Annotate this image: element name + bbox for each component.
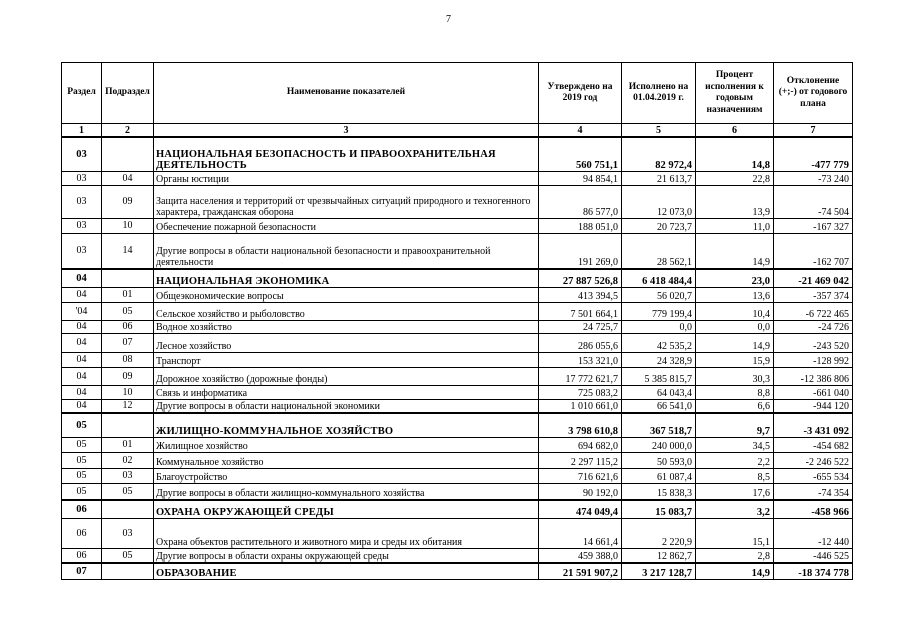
razdel-cell: 03 xyxy=(62,218,102,233)
approved-cell: 286 055,6 xyxy=(539,333,622,352)
executed-cell: 0,0 xyxy=(622,320,696,333)
razdel-cell: 04 xyxy=(62,287,102,302)
table-row xyxy=(62,302,853,320)
percent-cell: 14,9 xyxy=(696,333,774,352)
razdel-cell: 04 xyxy=(62,367,102,385)
column-number: 2 xyxy=(102,124,154,138)
column-number: 4 xyxy=(539,124,622,138)
table-row xyxy=(62,483,853,500)
table-row xyxy=(62,548,853,563)
header-razdel: Раздел xyxy=(62,63,102,124)
indicator-name-cell: Благоустройство xyxy=(154,468,539,483)
deviation-cell: -458 966 xyxy=(774,500,853,518)
deviation-cell: -6 722 465 xyxy=(774,302,853,320)
section-row xyxy=(62,413,853,437)
percent-cell: 30,3 xyxy=(696,367,774,385)
indicator-name-cell: НАЦИОНАЛЬНАЯ ЭКОНОМИКА xyxy=(154,269,539,287)
executed-cell: 20 723,7 xyxy=(622,218,696,233)
indicator-name-cell: Дорожное хозяйство (дорожные фонды) xyxy=(154,367,539,385)
podrazdel-cell: 05 xyxy=(102,548,154,563)
percent-cell: 13,6 xyxy=(696,287,774,302)
percent-cell: 17,6 xyxy=(696,483,774,500)
executed-cell: 42 535,2 xyxy=(622,333,696,352)
podrazdel-cell: 10 xyxy=(102,385,154,399)
header-approved: Утверждено на 2019 год xyxy=(539,63,622,124)
razdel-cell: 06 xyxy=(62,548,102,563)
podrazdel-cell: 05 xyxy=(102,302,154,320)
section-row xyxy=(62,500,853,518)
table-row xyxy=(62,385,853,399)
razdel-cell: 06 xyxy=(62,518,102,548)
executed-cell: 367 518,7 xyxy=(622,413,696,437)
indicator-name-cell: ЖИЛИЩНО-КОММУНАЛЬНОЕ ХОЗЯЙСТВО xyxy=(154,413,539,437)
approved-cell: 86 577,0 xyxy=(539,185,622,218)
approved-cell: 188 051,0 xyxy=(539,218,622,233)
executed-cell: 2 220,9 xyxy=(622,518,696,548)
table-row xyxy=(62,518,853,548)
executed-cell: 12 862,7 xyxy=(622,548,696,563)
section-row xyxy=(62,137,853,171)
razdel-cell: '04 xyxy=(62,302,102,320)
deviation-cell: -12 440 xyxy=(774,518,853,548)
indicator-name-cell: Общеэкономические вопросы xyxy=(154,287,539,302)
percent-cell: 3,2 xyxy=(696,500,774,518)
executed-cell: 240 000,0 xyxy=(622,437,696,452)
executed-cell: 15 083,7 xyxy=(622,500,696,518)
podrazdel-cell xyxy=(102,413,154,437)
table-row xyxy=(62,185,853,218)
podrazdel-cell: 05 xyxy=(102,483,154,500)
table-row xyxy=(62,468,853,483)
deviation-cell: -454 682 xyxy=(774,437,853,452)
deviation-cell: -162 707 xyxy=(774,233,853,269)
percent-cell: 14,9 xyxy=(696,233,774,269)
table-row xyxy=(62,333,853,352)
indicator-name-cell: Связь и информатика xyxy=(154,385,539,399)
header-name: Наименование показателей xyxy=(154,63,539,124)
table-body xyxy=(62,137,853,579)
indicator-name-cell: Коммунальное хозяйство xyxy=(154,452,539,468)
approved-cell: 17 772 621,7 xyxy=(539,367,622,385)
razdel-cell: 05 xyxy=(62,437,102,452)
section-row xyxy=(62,563,853,579)
deviation-cell: -12 386 806 xyxy=(774,367,853,385)
percent-cell: 23,0 xyxy=(696,269,774,287)
razdel-cell: 04 xyxy=(62,352,102,367)
percent-cell: 0,0 xyxy=(696,320,774,333)
percent-cell: 11,0 xyxy=(696,218,774,233)
podrazdel-cell xyxy=(102,269,154,287)
deviation-cell: -477 779 xyxy=(774,137,853,171)
podrazdel-cell: 02 xyxy=(102,452,154,468)
razdel-cell: 07 xyxy=(62,563,102,579)
percent-cell: 2,8 xyxy=(696,548,774,563)
executed-cell: 779 199,4 xyxy=(622,302,696,320)
executed-cell: 64 043,4 xyxy=(622,385,696,399)
approved-cell: 459 388,0 xyxy=(539,548,622,563)
percent-cell: 10,4 xyxy=(696,302,774,320)
executed-cell: 82 972,4 xyxy=(622,137,696,171)
indicator-name-cell: Жилищное хозяйство xyxy=(154,437,539,452)
table-row xyxy=(62,320,853,333)
approved-cell: 21 591 907,2 xyxy=(539,563,622,579)
podrazdel-cell: 03 xyxy=(102,468,154,483)
deviation-cell: -24 726 xyxy=(774,320,853,333)
podrazdel-cell: 10 xyxy=(102,218,154,233)
razdel-cell: 06 xyxy=(62,500,102,518)
percent-cell: 6,6 xyxy=(696,399,774,413)
indicator-name-cell: НАЦИОНАЛЬНАЯ БЕЗОПАСНОСТЬ И ПРАВООХРАНИТЕЛЬНАЯ ДЕЯТЕЛЬНОСТЬ xyxy=(154,137,539,171)
executed-cell: 12 073,0 xyxy=(622,185,696,218)
table-row xyxy=(62,171,853,185)
razdel-cell: 05 xyxy=(62,468,102,483)
deviation-cell: -243 520 xyxy=(774,333,853,352)
indicator-name-cell: Обеспечение пожарной безопасности xyxy=(154,218,539,233)
indicator-name-cell: ОБРАЗОВАНИЕ xyxy=(154,563,539,579)
podrazdel-cell: 07 xyxy=(102,333,154,352)
approved-cell: 94 854,1 xyxy=(539,171,622,185)
approved-cell: 474 049,4 xyxy=(539,500,622,518)
percent-cell: 14,8 xyxy=(696,137,774,171)
razdel-cell: 05 xyxy=(62,452,102,468)
percent-cell: 8,5 xyxy=(696,468,774,483)
deviation-cell: -3 431 092 xyxy=(774,413,853,437)
deviation-cell: -128 992 xyxy=(774,352,853,367)
approved-cell: 2 297 115,2 xyxy=(539,452,622,468)
header-percent: Процент исполнения к годовым назначениям xyxy=(696,63,774,124)
deviation-cell: -74 504 xyxy=(774,185,853,218)
podrazdel-cell: 03 xyxy=(102,518,154,548)
indicator-name-cell: ОХРАНА ОКРУЖАЮЩЕЙ СРЕДЫ xyxy=(154,500,539,518)
deviation-cell: -2 246 522 xyxy=(774,452,853,468)
approved-cell: 725 083,2 xyxy=(539,385,622,399)
executed-cell: 61 087,4 xyxy=(622,468,696,483)
table-row xyxy=(62,233,853,269)
executed-cell: 15 838,3 xyxy=(622,483,696,500)
razdel-cell: 05 xyxy=(62,483,102,500)
executed-cell: 56 020,7 xyxy=(622,287,696,302)
column-number: 1 xyxy=(62,124,102,138)
deviation-cell: -74 354 xyxy=(774,483,853,500)
table-row xyxy=(62,287,853,302)
approved-cell: 14 661,4 xyxy=(539,518,622,548)
podrazdel-cell xyxy=(102,500,154,518)
column-number: 3 xyxy=(154,124,539,138)
approved-cell: 413 394,5 xyxy=(539,287,622,302)
podrazdel-cell: 14 xyxy=(102,233,154,269)
percent-cell: 34,5 xyxy=(696,437,774,452)
page-number: 7 xyxy=(446,14,451,25)
indicator-name-cell: Транспорт xyxy=(154,352,539,367)
podrazdel-cell xyxy=(102,563,154,579)
executed-cell: 5 385 815,7 xyxy=(622,367,696,385)
executed-cell: 3 217 128,7 xyxy=(622,563,696,579)
deviation-cell: -73 240 xyxy=(774,171,853,185)
approved-cell: 90 192,0 xyxy=(539,483,622,500)
table-row xyxy=(62,437,853,452)
percent-cell: 14,9 xyxy=(696,563,774,579)
percent-cell: 15,1 xyxy=(696,518,774,548)
razdel-cell: 04 xyxy=(62,320,102,333)
percent-cell: 8,8 xyxy=(696,385,774,399)
approved-cell: 153 321,0 xyxy=(539,352,622,367)
header-podrazdel: Подраздел xyxy=(102,63,154,124)
indicator-name-cell: Органы юстиции xyxy=(154,171,539,185)
table-row xyxy=(62,399,853,413)
percent-cell: 22,8 xyxy=(696,171,774,185)
deviation-cell: -446 525 xyxy=(774,548,853,563)
column-number: 6 xyxy=(696,124,774,138)
budget-table xyxy=(61,62,853,580)
podrazdel-cell: 01 xyxy=(102,287,154,302)
razdel-cell: 03 xyxy=(62,137,102,171)
executed-cell: 50 593,0 xyxy=(622,452,696,468)
table-row xyxy=(62,367,853,385)
indicator-name-cell: Другие вопросы в области охраны окружающей среды xyxy=(154,548,539,563)
deviation-cell: -357 374 xyxy=(774,287,853,302)
podrazdel-cell: 09 xyxy=(102,185,154,218)
percent-cell: 9,7 xyxy=(696,413,774,437)
approved-cell: 716 621,6 xyxy=(539,468,622,483)
header-row xyxy=(62,63,853,124)
podrazdel-cell: 08 xyxy=(102,352,154,367)
podrazdel-cell: 06 xyxy=(102,320,154,333)
deviation-cell: -21 469 042 xyxy=(774,269,853,287)
indicator-name-cell: Охрана объектов растительного и животного мира и среды их обитания xyxy=(154,518,539,548)
razdel-cell: 03 xyxy=(62,171,102,185)
header-deviation: Отклонение (+;-) от годового плана xyxy=(774,63,853,124)
podrazdel-cell: 12 xyxy=(102,399,154,413)
percent-cell: 15,9 xyxy=(696,352,774,367)
approved-cell: 24 725,7 xyxy=(539,320,622,333)
podrazdel-cell xyxy=(102,137,154,171)
column-number: 5 xyxy=(622,124,696,138)
approved-cell: 27 887 526,8 xyxy=(539,269,622,287)
podrazdel-cell: 09 xyxy=(102,367,154,385)
percent-cell: 2,2 xyxy=(696,452,774,468)
deviation-cell: -18 374 778 xyxy=(774,563,853,579)
podrazdel-cell: 01 xyxy=(102,437,154,452)
table-row xyxy=(62,352,853,367)
approved-cell: 560 751,1 xyxy=(539,137,622,171)
razdel-cell: 03 xyxy=(62,233,102,269)
razdel-cell: 04 xyxy=(62,399,102,413)
approved-cell: 694 682,0 xyxy=(539,437,622,452)
executed-cell: 28 562,1 xyxy=(622,233,696,269)
section-row xyxy=(62,269,853,287)
executed-cell: 6 418 484,4 xyxy=(622,269,696,287)
razdel-cell: 04 xyxy=(62,385,102,399)
executed-cell: 24 328,9 xyxy=(622,352,696,367)
approved-cell: 7 501 664,1 xyxy=(539,302,622,320)
column-number: 7 xyxy=(774,124,853,138)
indicator-name-cell: Водное хозяйство xyxy=(154,320,539,333)
header-executed: Исполнено на 01.04.2019 г. xyxy=(622,63,696,124)
indicator-name-cell: Другие вопросы в области жилищно-коммунального хозяйства xyxy=(154,483,539,500)
deviation-cell: -944 120 xyxy=(774,399,853,413)
indicator-name-cell: Другие вопросы в области национальной безопасности и правоохранительной деятельности xyxy=(154,233,539,269)
deviation-cell: -661 040 xyxy=(774,385,853,399)
percent-cell: 13,9 xyxy=(696,185,774,218)
deviation-cell: -167 327 xyxy=(774,218,853,233)
razdel-cell: 05 xyxy=(62,413,102,437)
razdel-cell: 04 xyxy=(62,269,102,287)
executed-cell: 21 613,7 xyxy=(622,171,696,185)
approved-cell: 191 269,0 xyxy=(539,233,622,269)
executed-cell: 66 541,0 xyxy=(622,399,696,413)
table-row xyxy=(62,218,853,233)
approved-cell: 1 010 661,0 xyxy=(539,399,622,413)
column-number-row xyxy=(62,124,853,138)
deviation-cell: -655 534 xyxy=(774,468,853,483)
razdel-cell: 04 xyxy=(62,333,102,352)
indicator-name-cell: Лесное хозяйство xyxy=(154,333,539,352)
podrazdel-cell: 04 xyxy=(102,171,154,185)
approved-cell: 3 798 610,8 xyxy=(539,413,622,437)
table-row xyxy=(62,452,853,468)
indicator-name-cell: Защита населения и территорий от чрезвычайных ситуаций природного и техногенного характера, гражданская оборона xyxy=(154,185,539,218)
indicator-name-cell: Сельское хозяйство и рыболовство xyxy=(154,302,539,320)
razdel-cell: 03 xyxy=(62,185,102,218)
indicator-name-cell: Другие вопросы в области национальной экономики xyxy=(154,399,539,413)
